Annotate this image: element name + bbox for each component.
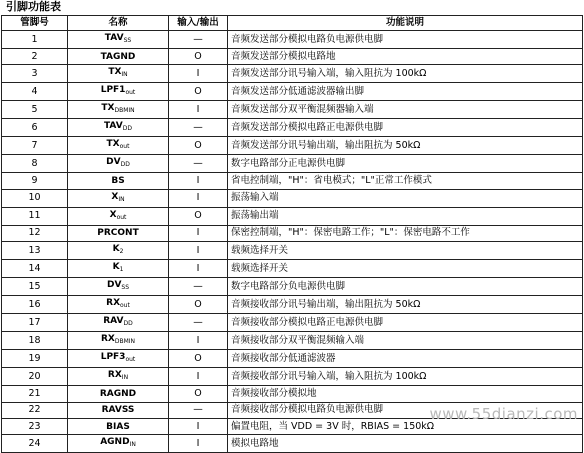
pin-function: 音频发送部分模拟电路负电源供电脚: [228, 31, 583, 49]
pin-function: 偏置电阻，当 VDD = 3V 时，RBIAS = 150kΩ: [228, 418, 583, 434]
pin-function: 载频选择开关: [228, 242, 583, 260]
pin-number: 17: [2, 314, 68, 332]
pin-number: 9: [2, 173, 68, 189]
pin-name-main: AGND: [100, 437, 130, 448]
pin-name-main: LPF1: [100, 85, 126, 96]
table-row: [2, 225, 583, 241]
pin-number: 10: [2, 189, 68, 207]
pin-io: —: [169, 314, 228, 332]
pin-name: [68, 31, 169, 49]
pin-name-subscript: out: [125, 356, 136, 364]
table-row: [2, 83, 583, 101]
table-row: [2, 155, 583, 173]
table-row: [2, 119, 583, 137]
header-io: 输入/输出: [169, 16, 228, 31]
pin-function: 载频选择开关: [228, 260, 583, 278]
pin-function: 保密控制端，"H"：保密电路工作；"L"：保密电路不工作: [228, 225, 583, 241]
table-row: [2, 173, 583, 189]
pin-number: 12: [2, 225, 68, 241]
pin-function: 音频发送部分双平衡混频器输入端: [228, 101, 583, 119]
pin-io: —: [169, 278, 228, 296]
pin-io: —: [169, 155, 228, 173]
pin-name: [68, 350, 169, 368]
pin-number: 21: [2, 386, 68, 402]
pin-name: [68, 314, 169, 332]
table-row: [2, 242, 583, 260]
table-row: [2, 332, 583, 350]
pin-name: [68, 137, 169, 155]
pin-function: 音频接收部分讯号输出端，输出阻抗为 50kΩ: [228, 296, 583, 314]
table-row: [2, 31, 583, 49]
pin-function: 音频发送部分模拟电路地: [228, 49, 583, 65]
pin-number: 2: [2, 49, 68, 65]
pin-name-main: TX: [108, 67, 122, 78]
table-row: [2, 350, 583, 368]
table-row: [2, 435, 583, 453]
pin-name-main: RAVSS: [101, 405, 135, 416]
pin-io: I: [169, 368, 228, 386]
pin-name: [68, 402, 169, 418]
pin-number: 1: [2, 31, 68, 49]
pin-number: 19: [2, 350, 68, 368]
pin-number: 15: [2, 278, 68, 296]
pin-io: O: [169, 83, 228, 101]
header-name: 名称: [68, 16, 169, 31]
table-row: [2, 278, 583, 296]
pin-name-subscript: IN: [118, 195, 125, 203]
pin-number: 3: [2, 65, 68, 83]
pin-name-subscript: 2: [119, 248, 124, 256]
pin-name-subscript: IN: [121, 374, 129, 382]
pin-name: [68, 101, 169, 119]
pin-number: 11: [2, 207, 68, 225]
pin-number: 8: [2, 155, 68, 173]
table-row: [2, 314, 583, 332]
pin-name-main: X: [111, 191, 119, 202]
pin-name-subscript: IN: [129, 441, 136, 449]
pin-name-subscript: DD: [122, 125, 132, 133]
pin-name-subscript: IN: [121, 71, 128, 79]
pin-io: O: [169, 207, 228, 225]
pin-io: O: [169, 49, 228, 65]
pin-name-main: RX: [107, 370, 122, 381]
pin-name-main: RAV: [103, 316, 124, 327]
pin-function: 数字电路部分正电源供电脚: [228, 155, 583, 173]
pin-name: [68, 296, 169, 314]
pin-name: [68, 435, 169, 453]
table-row: [2, 65, 583, 83]
pin-function: 音频发送部分讯号输入端，输入阻抗为 100kΩ: [228, 65, 583, 83]
pin-name-subscript: DBMIN: [114, 107, 135, 115]
pin-function: 数字电路部分负电源供电脚: [228, 278, 583, 296]
table-row: [2, 49, 583, 65]
pin-io: I: [169, 65, 228, 83]
pin-name-main: K: [112, 262, 120, 273]
pin-name-subscript: DD: [120, 161, 130, 169]
table-row: [2, 101, 583, 119]
pin-io: O: [169, 296, 228, 314]
pin-number: 5: [2, 101, 68, 119]
pin-io: I: [169, 101, 228, 119]
pin-name-main: K: [112, 244, 120, 255]
pin-name: [68, 49, 169, 65]
pin-name: [68, 65, 169, 83]
pin-name-subscript: SS: [121, 284, 130, 292]
pin-name: [68, 173, 169, 189]
pin-name-main: TAGND: [100, 51, 136, 62]
pin-name-subscript: 1: [119, 266, 124, 274]
pin-io: I: [169, 435, 228, 453]
pin-number: 16: [2, 296, 68, 314]
pin-function: 音频发送部分讯号输出端，输出阻抗为 50kΩ: [228, 137, 583, 155]
pin-function: 音频发送部分低通滤波器输出脚: [228, 83, 583, 101]
pin-name: [68, 386, 169, 402]
pin-io: I: [169, 173, 228, 189]
pin-name-subscript: out: [116, 213, 127, 221]
pin-name: [68, 242, 169, 260]
pin-number: 7: [2, 137, 68, 155]
pin-name-main: BIAS: [106, 421, 130, 432]
pin-function: 省电控制端，"H"：省电模式；"L"正常工作模式: [228, 173, 583, 189]
pin-number: 23: [2, 418, 68, 434]
pin-number: 4: [2, 83, 68, 101]
table-row: [2, 368, 583, 386]
pin-io: O: [169, 350, 228, 368]
pin-name-main: LPF3: [100, 352, 126, 363]
pin-number: 24: [2, 435, 68, 453]
pin-name: [68, 368, 169, 386]
pin-function: 音频发送部分模拟电路正电源供电脚: [228, 119, 583, 137]
pin-name-main: RX: [100, 334, 115, 345]
header-function: 功能说明: [228, 16, 583, 31]
pin-name-main: PRCONT: [97, 228, 139, 239]
pin-io: O: [169, 137, 228, 155]
pin-name: [68, 260, 169, 278]
pin-number: 13: [2, 242, 68, 260]
pin-function: 振荡输出端: [228, 207, 583, 225]
pin-name: [68, 278, 169, 296]
pin-name: [68, 418, 169, 434]
pin-name-subscript: DBMIN: [114, 338, 136, 346]
pin-name-subscript: SS: [123, 37, 132, 44]
pin-io: I: [169, 418, 228, 434]
pin-name: [68, 83, 169, 101]
pin-name-main: TX: [106, 139, 120, 150]
table-row: [2, 260, 583, 278]
pin-io: —: [169, 31, 228, 49]
pin-io: I: [169, 242, 228, 260]
pin-number: 22: [2, 402, 68, 418]
pin-function: 音频接收部分模拟地: [228, 386, 583, 402]
pin-number: 14: [2, 260, 68, 278]
header-pin: 管脚号: [2, 16, 68, 31]
table-row: [2, 189, 583, 207]
pin-io: I: [169, 189, 228, 207]
pin-io: O: [169, 386, 228, 402]
pin-name-main: RAGND: [99, 388, 137, 399]
pin-function: 音频接收部分低通滤波器: [228, 350, 583, 368]
pin-io: —: [169, 402, 228, 418]
pin-function: 音频接收部分模拟电路正电源供电脚: [228, 314, 583, 332]
pin-function-table: [1, 15, 583, 453]
pin-name-subscript: out: [120, 302, 130, 310]
pin-io: —: [169, 119, 228, 137]
table-row: [2, 386, 583, 402]
pin-number: 18: [2, 332, 68, 350]
pin-name-main: BS: [111, 176, 125, 187]
table-body: [2, 31, 583, 453]
table-row: [2, 137, 583, 155]
table-title: 引脚功能表: [6, 0, 61, 13]
pin-name-subscript: out: [119, 143, 130, 151]
pin-io: I: [169, 332, 228, 350]
pin-name-main: TAV: [103, 121, 123, 132]
pin-name: [68, 119, 169, 137]
pin-name-main: RX: [106, 298, 121, 309]
pin-name: [68, 207, 169, 225]
pin-number: 6: [2, 119, 68, 137]
pin-function: 振荡输入端: [228, 189, 583, 207]
pin-name-subscript: DD: [123, 320, 133, 328]
pin-name: [68, 225, 169, 241]
pin-name-main: DV: [106, 157, 121, 168]
pin-name-main: TAV: [104, 33, 124, 43]
pin-name: [68, 332, 169, 350]
pin-io: I: [169, 225, 228, 241]
pin-name-main: TX: [101, 103, 115, 114]
pin-io: I: [169, 260, 228, 278]
pin-name: [68, 189, 169, 207]
pin-name-subscript: out: [125, 89, 136, 97]
pin-function: 音频接收部分模拟电路负电源供电脚: [228, 402, 583, 418]
pin-function: 音频接收部分双平衡混频输入端: [228, 332, 583, 350]
header-row: [2, 16, 583, 31]
pin-name-main: DV: [106, 280, 122, 291]
pin-function: 模拟电路地: [228, 435, 583, 453]
pin-name: [68, 155, 169, 173]
pin-number: 20: [2, 368, 68, 386]
watermark: www.55dianzi.com: [429, 405, 578, 423]
pin-name-main: X: [109, 209, 117, 220]
pin-function: 音频接收部分讯号输入端，输入阻抗为 100kΩ: [228, 368, 583, 386]
table-row: [2, 296, 583, 314]
table-row: [2, 207, 583, 225]
